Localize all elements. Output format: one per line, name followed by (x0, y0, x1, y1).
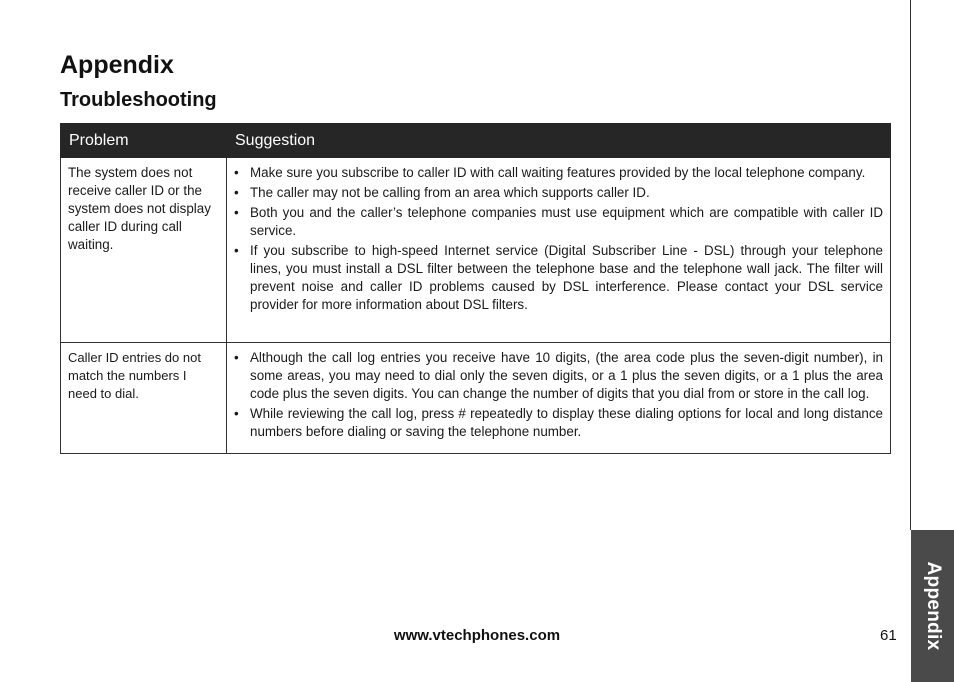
footer-url: www.vtechphones.com (393, 627, 561, 644)
section-title: Troubleshooting (60, 89, 217, 111)
side-divider-line (910, 0, 911, 530)
side-tab (911, 530, 954, 682)
page-number: 61 (880, 627, 897, 644)
table-row (61, 158, 891, 343)
side-tab-label: Appendix (922, 561, 944, 651)
suggestion-list (234, 164, 883, 314)
problem-cell: Caller ID entries do not match the numbers I need to dial. (61, 343, 227, 454)
header-suggestion: Suggestion (227, 124, 891, 158)
table-row (61, 343, 891, 454)
header-problem: Problem (61, 124, 227, 158)
suggestion-list (234, 349, 883, 441)
suggestion-item: • While reviewing the call log, press # repeatedly to display these dialing options for local and long distance numbers before dialing or saving the telephone number. (234, 405, 883, 441)
troubleshooting-table (60, 123, 891, 454)
suggestion-item: • Although the call log entries you receive have 10 digits, (the area code plus the seven-digit number), in some areas, you may need to dial only the seven digits, or a 1 plus the seven digits, or a 1 plus the area code plus the seven digits. You can change the number of digits that you dial from or store in the call log. (234, 349, 883, 403)
suggestion-item: • If you subscribe to high-speed Internet service (Digital Subscriber Line - DSL) through your telephone lines, you must install a DSL filter between the telephone base and the telephone wall jack. The filter will prevent noise and caller ID problems caused by DSL interference. Please contact your DSL service provider for more information about DSL filters. (234, 242, 883, 314)
page-title: Appendix (60, 51, 174, 79)
suggestion-item: • The caller may not be calling from an area which supports caller ID. (234, 184, 883, 202)
suggestion-cell (227, 343, 891, 454)
suggestion-item: • Make sure you subscribe to caller ID with call waiting features provided by the local telephone company. (234, 164, 883, 182)
table-header-row (61, 124, 891, 158)
problem-cell: The system does not receive caller ID or the system does not display caller ID during call waiting. (61, 158, 227, 343)
suggestion-cell (227, 158, 891, 343)
suggestion-item: • Both you and the caller’s telephone companies must use equipment which are compatible with caller ID service. (234, 204, 883, 240)
